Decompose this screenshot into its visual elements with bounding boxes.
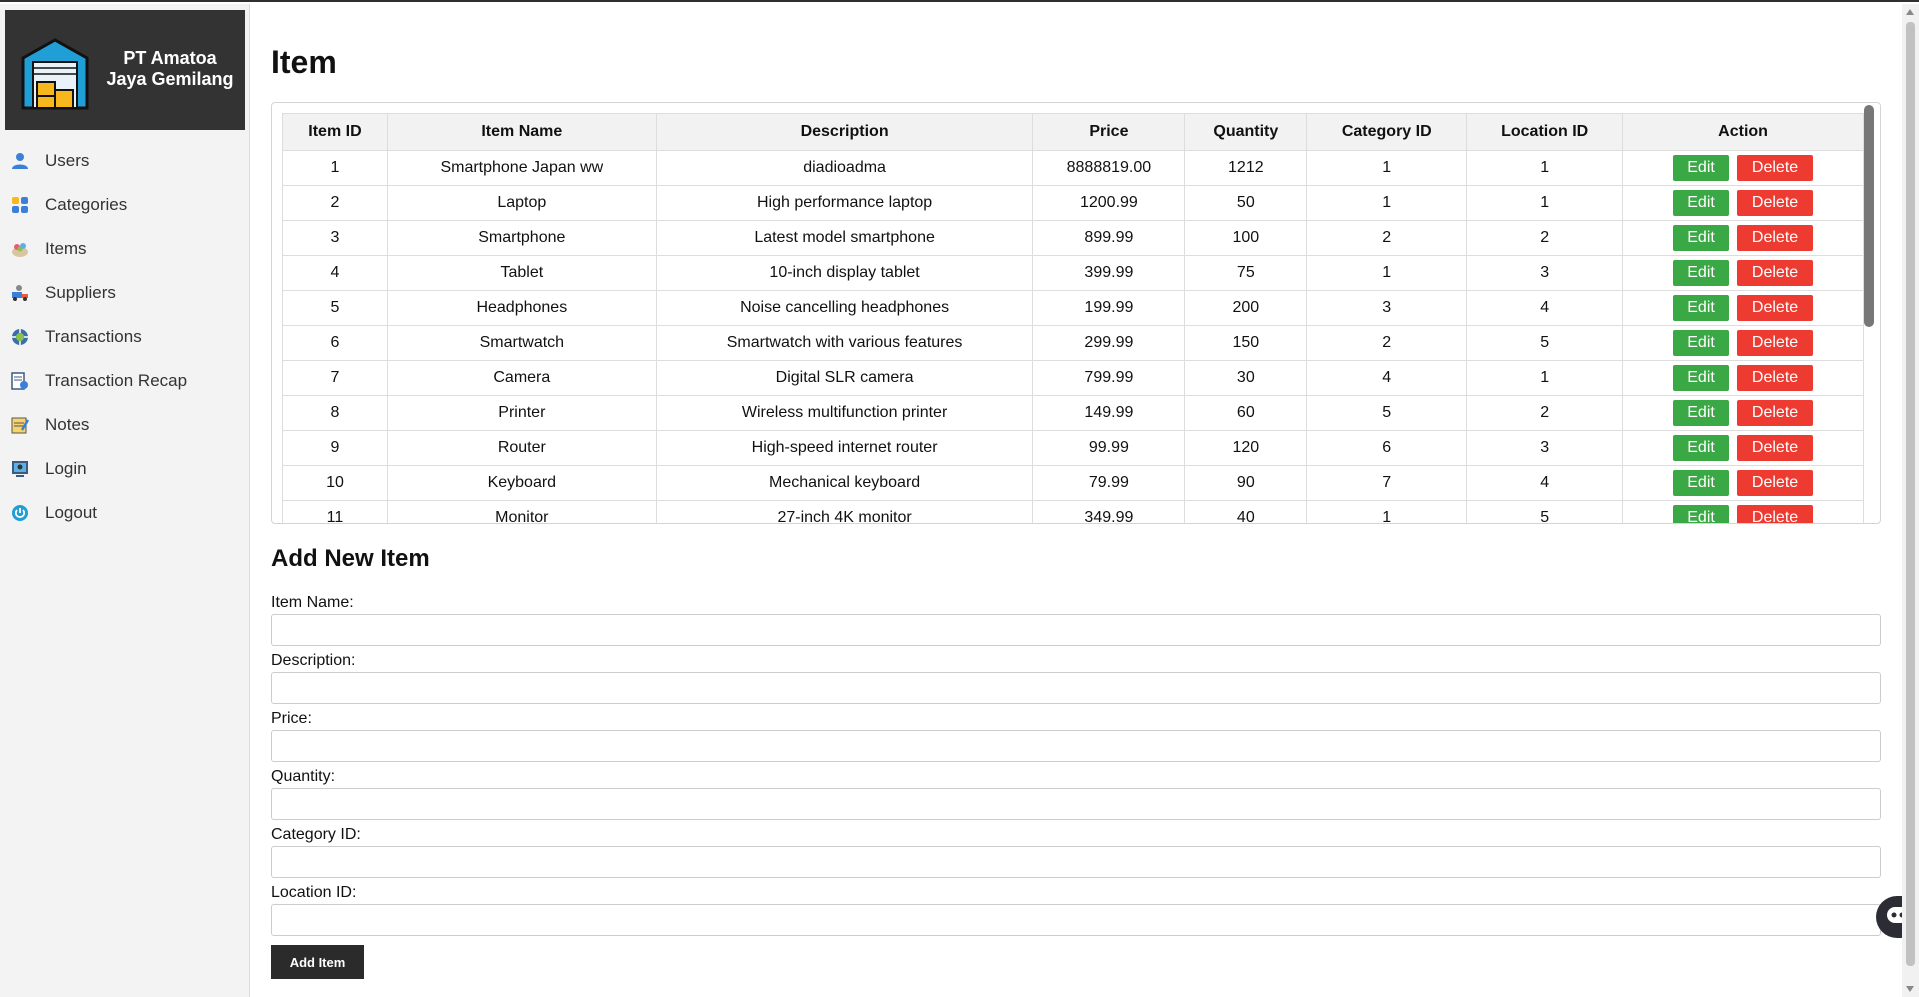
table-cell: 5 [283, 291, 388, 326]
table-cell: 90 [1185, 466, 1307, 501]
edit-button[interactable]: Edit [1673, 435, 1729, 461]
table-cell: 1 [1467, 186, 1623, 221]
table-cell: 4 [1467, 466, 1623, 501]
table-cell: Camera [387, 361, 656, 396]
page-scrollbar[interactable] [1902, 4, 1919, 997]
table-cell: 2 [1307, 326, 1467, 361]
scroll-up-arrow-icon[interactable] [1906, 9, 1914, 15]
table-body [283, 151, 1864, 525]
table-cell: 4 [1307, 361, 1467, 396]
edit-button[interactable]: Edit [1673, 330, 1729, 356]
action-cell [1623, 466, 1864, 501]
sidebar-item-label: Categories [45, 195, 128, 214]
sidebar-item-label: Logout [45, 503, 97, 522]
table-row [283, 431, 1864, 466]
table-cell: Headphones [387, 291, 656, 326]
page-title: Item [271, 44, 337, 80]
sidebar-item-label: Users [45, 151, 90, 170]
edit-button[interactable]: Edit [1673, 365, 1729, 391]
column-header: Action [1623, 114, 1864, 151]
table-cell: 10-inch display tablet [656, 256, 1033, 291]
delete-button[interactable]: Delete [1737, 225, 1813, 251]
table-cell: Mechanical keyboard [656, 466, 1033, 501]
notes-icon [10, 415, 30, 435]
table-cell: 5 [1467, 326, 1623, 361]
table-cell: 6 [283, 326, 388, 361]
table-cell: High performance laptop [656, 186, 1033, 221]
action-cell [1623, 291, 1864, 326]
table-cell: 1200.99 [1033, 186, 1185, 221]
table-cell: 8888819.00 [1033, 151, 1185, 186]
action-cell [1623, 186, 1864, 221]
brand-header [5, 10, 245, 130]
table-row [283, 186, 1864, 221]
sidebar-item-logout[interactable] [0, 491, 250, 535]
price-field[interactable] [271, 730, 1881, 762]
page-scrollbar-thumb[interactable] [1906, 22, 1915, 966]
logout-icon [10, 503, 30, 523]
delete-button[interactable]: Delete [1737, 295, 1813, 321]
table-cell: Laptop [387, 186, 656, 221]
category-id-label: Category ID: [271, 826, 361, 843]
table-row [283, 501, 1864, 525]
table-scrollbar[interactable] [1864, 105, 1874, 521]
table-cell: 1 [283, 151, 388, 186]
table-cell: Smartphone [387, 221, 656, 256]
column-header: Item Name [387, 114, 656, 151]
table-cell: 2 [1467, 221, 1623, 256]
transactions-icon [10, 327, 30, 347]
table-cell: 3 [1307, 291, 1467, 326]
table-cell: Digital SLR camera [656, 361, 1033, 396]
column-header: Description [656, 114, 1033, 151]
table-cell: 2 [1467, 396, 1623, 431]
table-cell: 2 [1307, 221, 1467, 256]
table-cell: 3 [283, 221, 388, 256]
sidebar-item-label: Notes [45, 415, 90, 434]
action-cell [1623, 361, 1864, 396]
table-cell: Latest model smartphone [656, 221, 1033, 256]
table-cell: 399.99 [1033, 256, 1185, 291]
add-item-form [271, 594, 1881, 942]
action-cell [1623, 256, 1864, 291]
table-cell: Monitor [387, 501, 656, 525]
description-field[interactable] [271, 672, 1881, 704]
table-row [283, 151, 1864, 186]
table-cell: Smartwatch with various features [656, 326, 1033, 361]
table-row [283, 221, 1864, 256]
table-cell: 1 [1307, 501, 1467, 525]
table-cell: 150 [1185, 326, 1307, 361]
sidebar [0, 4, 250, 997]
delete-button[interactable]: Delete [1737, 505, 1813, 524]
scroll-down-arrow-icon[interactable] [1906, 986, 1914, 992]
categories-icon [10, 195, 30, 215]
delete-button[interactable]: Delete [1737, 330, 1813, 356]
edit-button[interactable]: Edit [1673, 295, 1729, 321]
edit-button[interactable]: Edit [1673, 400, 1729, 426]
warehouse-logo-icon [19, 34, 91, 110]
edit-button[interactable]: Edit [1673, 505, 1729, 524]
table-cell: 7 [1307, 466, 1467, 501]
table-cell: 200 [1185, 291, 1307, 326]
sidebar-item-label: Login [45, 459, 87, 478]
action-cell [1623, 151, 1864, 186]
sidebar-item-transactions[interactable] [0, 315, 250, 359]
table-cell: 27-inch 4K monitor [656, 501, 1033, 525]
table-cell: 4 [283, 256, 388, 291]
table-cell: 5 [1307, 396, 1467, 431]
table-cell: 1 [1307, 151, 1467, 186]
add-item-title: Add New Item [271, 545, 430, 572]
table-cell: 3 [1467, 256, 1623, 291]
table-cell: 40 [1185, 501, 1307, 525]
table-cell: 799.99 [1033, 361, 1185, 396]
table-scrollbar-thumb[interactable] [1864, 105, 1874, 327]
edit-button[interactable]: Edit [1673, 260, 1729, 286]
table-cell: 100 [1185, 221, 1307, 256]
table-cell: Tablet [387, 256, 656, 291]
table-cell: 3 [1467, 431, 1623, 466]
table-cell: 1212 [1185, 151, 1307, 186]
sidebar-item-label: Items [45, 239, 87, 258]
delete-button[interactable]: Delete [1737, 470, 1813, 496]
price-label: Price: [271, 710, 312, 727]
table-cell: 120 [1185, 431, 1307, 466]
table-row [283, 291, 1864, 326]
sidebar-item-users[interactable] [0, 139, 250, 183]
table-cell: High-speed internet router [656, 431, 1033, 466]
table-header-row [283, 114, 1864, 151]
table-cell: 10 [283, 466, 388, 501]
sidebar-item-items[interactable] [0, 227, 250, 271]
add-item-button[interactable]: Add Item [271, 945, 364, 979]
table-cell: 899.99 [1033, 221, 1185, 256]
table-cell: 9 [283, 431, 388, 466]
table-cell: 6 [1307, 431, 1467, 466]
delete-button[interactable]: Delete [1737, 190, 1813, 216]
table-cell: 50 [1185, 186, 1307, 221]
action-cell [1623, 431, 1864, 466]
table-cell: 99.99 [1033, 431, 1185, 466]
description-label: Description: [271, 652, 356, 669]
table-cell: 299.99 [1033, 326, 1185, 361]
brand-name-line1: PT Amatoa [123, 48, 217, 68]
table-cell: diadioadma [656, 151, 1033, 186]
table-cell: 1 [1307, 186, 1467, 221]
action-cell [1623, 326, 1864, 361]
table-cell: Keyboard [387, 466, 656, 501]
table-cell: Printer [387, 396, 656, 431]
recap-icon [10, 371, 30, 391]
table-cell: 30 [1185, 361, 1307, 396]
sidebar-item-categories[interactable] [0, 183, 250, 227]
quantity-field[interactable] [271, 788, 1881, 820]
table-cell: 2 [283, 186, 388, 221]
column-header: Category ID [1307, 114, 1467, 151]
brand-name-line2: Jaya Gemilang [106, 69, 234, 89]
table-cell: Smartphone Japan ww [387, 151, 656, 186]
column-header: Quantity [1185, 114, 1307, 151]
table-cell: 75 [1185, 256, 1307, 291]
table-cell: 11 [283, 501, 388, 525]
table-cell: Smartwatch [387, 326, 656, 361]
items-icon [10, 239, 30, 259]
suppliers-icon [10, 283, 30, 303]
table-cell: 5 [1467, 501, 1623, 525]
sidebar-item-label: Suppliers [45, 283, 116, 302]
table-cell: 1 [1467, 361, 1623, 396]
action-cell [1623, 221, 1864, 256]
action-cell [1623, 501, 1864, 525]
table-cell: 7 [283, 361, 388, 396]
sidebar-item-notes[interactable] [0, 403, 250, 447]
table-cell: 1 [1467, 151, 1623, 186]
delete-button[interactable]: Delete [1737, 260, 1813, 286]
table-cell: 149.99 [1033, 396, 1185, 431]
table-cell: 199.99 [1033, 291, 1185, 326]
sidebar-item-transaction-recap[interactable] [0, 359, 250, 403]
table-row [283, 466, 1864, 501]
table-row [283, 396, 1864, 431]
table-cell: Noise cancelling headphones [656, 291, 1033, 326]
location-id-field[interactable] [271, 904, 1881, 936]
location-id-label: Location ID: [271, 884, 357, 901]
item-name-field[interactable] [271, 614, 1881, 646]
column-header: Price [1033, 114, 1185, 151]
sidebar-item-suppliers[interactable] [0, 271, 250, 315]
edit-button[interactable]: Edit [1673, 155, 1729, 181]
delete-button[interactable]: Delete [1737, 155, 1813, 181]
table-cell: 79.99 [1033, 466, 1185, 501]
edit-button[interactable]: Edit [1673, 190, 1729, 216]
table-row [283, 256, 1864, 291]
table-cell: Wireless multifunction printer [656, 396, 1033, 431]
table-cell: 60 [1185, 396, 1307, 431]
column-header: Item ID [283, 114, 388, 151]
edit-button[interactable]: Edit [1673, 470, 1729, 496]
delete-button[interactable]: Delete [1737, 435, 1813, 461]
delete-button[interactable]: Delete [1737, 365, 1813, 391]
table-row [283, 361, 1864, 396]
brand-name [95, 48, 245, 90]
table-cell: 8 [283, 396, 388, 431]
table-cell: 349.99 [1033, 501, 1185, 525]
action-cell [1623, 396, 1864, 431]
table-cell: 4 [1467, 291, 1623, 326]
category-id-field[interactable] [271, 846, 1881, 878]
sidebar-nav [0, 139, 250, 535]
sidebar-item-login[interactable] [0, 447, 250, 491]
sidebar-item-label: Transactions [45, 327, 142, 346]
delete-button[interactable]: Delete [1737, 400, 1813, 426]
table-cell: Router [387, 431, 656, 466]
login-icon [10, 459, 30, 479]
items-table [282, 113, 1864, 524]
table-cell: 1 [1307, 256, 1467, 291]
column-header: Location ID [1467, 114, 1623, 151]
quantity-label: Quantity: [271, 768, 336, 785]
user-icon [10, 151, 30, 171]
sidebar-item-label: Transaction Recap [45, 371, 188, 390]
items-table-container[interactable] [271, 102, 1881, 524]
table-row [283, 326, 1864, 361]
edit-button[interactable]: Edit [1673, 225, 1729, 251]
item-name-label: Item Name: [271, 594, 354, 611]
